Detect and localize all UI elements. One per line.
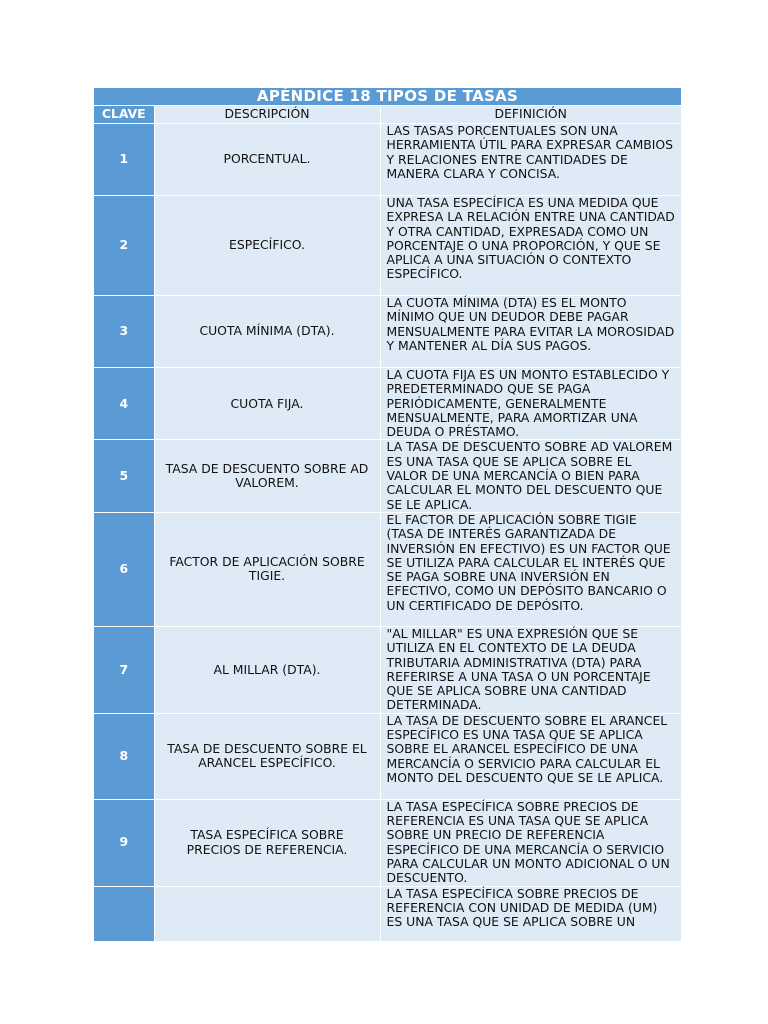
header-row — [94, 106, 681, 124]
row-definicion: LAS TASAS PORCENTUALES SON UNA HERRAMIENTA ÚTIL PARA EXPRESAR CAMBIOS Y RELACIONES ENTRE CANTIDADES DE MANERA CLARA Y CONCISA. — [380, 124, 681, 196]
row-clave: 9 — [94, 799, 154, 886]
row-descripcion: ESPECÍFICO. — [154, 196, 380, 296]
row-descripcion: TASA DE DESCUENTO SOBRE EL ARANCEL ESPECÍFICO. — [154, 713, 380, 799]
row-clave: 1 — [94, 124, 154, 196]
table-row — [94, 626, 681, 713]
row-clave: 2 — [94, 196, 154, 296]
row-clave: 6 — [94, 512, 154, 626]
table-row — [94, 440, 681, 512]
row-descripcion: FACTOR DE APLICACIÓN SOBRE TIGIE. — [154, 512, 380, 626]
row-descripcion: PORCENTUAL. — [154, 124, 380, 196]
row-clave: 4 — [94, 368, 154, 440]
table-row — [94, 196, 681, 296]
header-definicion: DEFINICIÓN — [380, 106, 681, 124]
row-descripcion — [154, 886, 380, 941]
row-definicion: LA TASA ESPECÍFICA SOBRE PRECIOS DE REFERENCIA ES UNA TASA QUE SE APLICA SOBRE UN PRECIO DE REFERENCIA ESPECÍFICO DE UNA MERCANCÍA O SERVICIO PARA CALCULAR UN MONTO ADICIONAL O UN DESCUENTO. — [380, 799, 681, 886]
header-descripcion: DESCRIPCIÓN — [154, 106, 380, 124]
row-clave: 7 — [94, 626, 154, 713]
row-descripcion: TASA ESPECÍFICA SOBRE PRECIOS DE REFERENCIA. — [154, 799, 380, 886]
table-row — [94, 124, 681, 196]
table-title-row — [94, 88, 681, 106]
row-descripcion: CUOTA MÍNIMA (DTA). — [154, 296, 380, 368]
row-definicion: UNA TASA ESPECÍFICA ES UNA MEDIDA QUE EXPRESA LA RELACIÓN ENTRE UNA CANTIDAD Y OTRA CANTIDAD, EXPRESADA COMO UN PORCENTAJE O UNA PROPORCIÓN, Y QUE SE APLICA A UNA SITUACIÓN O CONTEXTO ESPECÍFICO. — [380, 196, 681, 296]
row-clave: 5 — [94, 440, 154, 512]
row-clave: 3 — [94, 296, 154, 368]
row-definicion: EL FACTOR DE APLICACIÓN SOBRE TIGIE (TASA DE INTERÉS GARANTIZADA DE INVERSIÓN EN EFECTIVO) ES UN FACTOR QUE SE UTILIZA PARA CALCULAR EL INTERÉS QUE SE PAGA SOBRE UNA INVERSIÓN EN EFECTIVO, COMO UN DEPÓSITO BANCARIO O UN CERTIFICADO DE DEPÓSITO. — [380, 512, 681, 626]
table-title: APÉNDICE 18 TIPOS DE TASAS — [94, 88, 681, 106]
table-row — [94, 799, 681, 886]
row-definicion: LA TASA DE DESCUENTO SOBRE EL ARANCEL ESPECÍFICO ES UNA TASA QUE SE APLICA SOBRE EL ARANCEL ESPECÍFICO DE UNA MERCANCÍA O SERVICIO PARA CALCULAR EL MONTO DEL DESCUENTO QUE SE LE APLICA. — [380, 713, 681, 799]
row-definicion: LA CUOTA MÍNIMA (DTA) ES EL MONTO MÍNIMO QUE UN DEUDOR DEBE PAGAR MENSUALMENTE PARA EVITAR LA MOROSIDAD Y MANTENER AL DÍA SUS PAGOS. — [380, 296, 681, 368]
table-row — [94, 296, 681, 368]
row-definicion: LA TASA DE DESCUENTO SOBRE AD VALOREM ES UNA TASA QUE SE APLICA SOBRE EL VALOR DE UNA MERCANCÍA O BIEN PARA CALCULAR EL MONTO DEL DESCUENTO QUE SE LE APLICA. — [380, 440, 681, 512]
table-row — [94, 713, 681, 799]
table-row — [94, 368, 681, 440]
row-definicion: LA TASA ESPECÍFICA SOBRE PRECIOS DE REFERENCIA CON UNIDAD DE MEDIDA (UM) ES UNA TASA QUE SE APLICA SOBRE UN — [380, 886, 681, 941]
table-row — [94, 886, 681, 941]
table-row — [94, 512, 681, 626]
row-clave — [94, 886, 154, 941]
row-descripcion: AL MILLAR (DTA). — [154, 626, 380, 713]
row-descripcion: TASA DE DESCUENTO SOBRE AD VALOREM. — [154, 440, 380, 512]
row-descripcion: CUOTA FIJA. — [154, 368, 380, 440]
row-clave: 8 — [94, 713, 154, 799]
tipos-de-tasas-table — [94, 88, 681, 941]
header-clave: CLAVE — [94, 106, 154, 124]
row-definicion: "AL MILLAR" ES UNA EXPRESIÓN QUE SE UTILIZA EN EL CONTEXTO DE LA DEUDA TRIBUTARIA ADMINISTRATIVA (DTA) PARA REFERIRSE A UNA TASA O UN PORCENTAJE QUE SE APLICA SOBRE UNA CANTIDAD DETERMINADA. — [380, 626, 681, 713]
row-definicion: LA CUOTA FIJA ES UN MONTO ESTABLECIDO Y PREDETERMINADO QUE SE PAGA PERIÓDICAMENTE, GENERALMENTE MENSUALMENTE, PARA AMORTIZAR UNA DEUDA O PRÉSTAMO. — [380, 368, 681, 440]
